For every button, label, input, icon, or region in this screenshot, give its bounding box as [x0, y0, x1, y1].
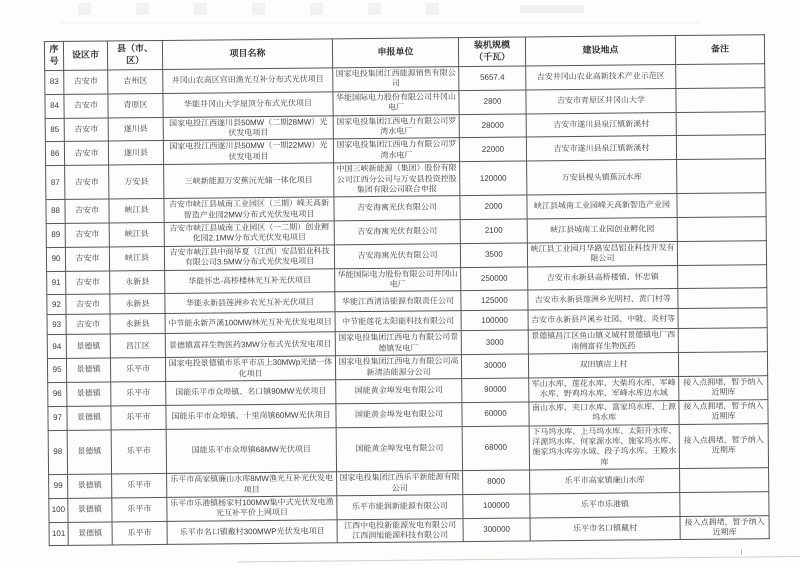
cell-applicant: 国家电投集团江西电力有限公司景德镇发电厂 [335, 331, 461, 356]
cell-remark [678, 308, 767, 329]
cell-applicant: 国家电投集团江西电力有限公司罗湾水电厂 [333, 114, 459, 139]
cell-county: 永新县 [110, 270, 165, 294]
cell-project: 华能怀忠-高桥楼林光互补光伏项目 [165, 268, 335, 293]
cell-county: 峡江县 [109, 246, 164, 270]
project-table [44, 34, 770, 546]
cell-capacity: 250000 [461, 267, 528, 291]
scan-edge-artifact [238, 556, 800, 562]
column-header-capacity: 装机规模 （千瓦） [458, 37, 525, 67]
cell-city: 吉安市 [66, 314, 110, 334]
cell-city: 吉安市 [65, 165, 109, 200]
cell-remark [677, 159, 766, 194]
cell-applicant: 华能国际电力股份有限公司井冈山电厂 [333, 90, 459, 115]
cell-capacity: 90000 [462, 378, 529, 402]
cell-remark [676, 64, 765, 89]
scan-artifact [741, 549, 742, 555]
cell-county: 乐平市 [112, 497, 167, 521]
cell-applicant: 国能黄金埠发电有限公司 [336, 379, 462, 404]
cell-project: 乐平市乐港镇杨家村100MW集中式光伏发电渔光互补平价上网项目 [167, 496, 337, 521]
table-body [45, 64, 770, 546]
cell-location: 吉安市永新县芦溪乡社园、中陂、炎村等 [528, 309, 678, 330]
bleed-through-artifact [520, 5, 584, 13]
cell-location: 吉安市遂川县泉江镇新溪村 [526, 112, 676, 137]
cell-city: 景德镇 [68, 522, 112, 546]
cell-project: 国家电投江西遂川县50MW（二期28MW）光伏发电项目 [163, 115, 333, 140]
cell-remark [677, 241, 766, 266]
cell-project: 三峡新能源万安蕉沅光储一体化项目 [164, 163, 334, 199]
cell-project: 乐平市名口镇戴村300MWP光伏发电项目 [167, 519, 337, 544]
column-header-project: 项目名称 [162, 39, 332, 70]
cell-capacity: 3000 [461, 330, 528, 354]
cell-applicant: 国能黄金埠发电有限公司 [336, 426, 462, 472]
cell-seq: 95 [47, 359, 66, 383]
cell-city: 景德镇 [67, 382, 111, 406]
cell-remark [677, 193, 766, 218]
cell-project: 华能井冈山大学屋顶分布式光伏项目 [163, 92, 333, 117]
column-header-city: 设区市 [63, 41, 107, 70]
cell-seq: 86 [45, 142, 64, 166]
cell-project: 吉安市峡江县城南工业园区（一二期）创业孵化园2.1MW分布式光伏发电项目 [164, 221, 334, 246]
cell-applicant: 华能江西清洁能源有限责任公司 [335, 291, 461, 312]
cell-capacity: 22000 [459, 137, 526, 161]
cell-location: 峡江县城南工业园创业孵化园 [527, 218, 677, 243]
cell-seq: 98 [48, 430, 67, 475]
cell-capacity: 2100 [460, 219, 527, 243]
cell-remark [676, 87, 765, 112]
cell-applicant: 江西中电投新能源发电有限公司 江西润旭能源科技有限公司 [337, 518, 463, 543]
cell-remark: 接入点拥堵，暂予纳入近期库 [679, 376, 768, 401]
cell-capacity: 125000 [461, 290, 528, 311]
cell-seq: 93 [47, 315, 66, 335]
cell-location: 乐平市高家镇廉山水库 [530, 469, 680, 494]
cell-seq: 91 [47, 271, 66, 295]
cell-location: 吉安市永新县莲洲乡光明村、黄门村等 [528, 289, 678, 310]
cell-county: 乐平市 [110, 358, 165, 382]
cell-applicant: 中节能莲花太阳能科技有限公司 [335, 311, 461, 332]
cell-county: 万安县 [109, 165, 164, 200]
cell-city: 吉安市 [64, 94, 108, 118]
cell-capacity: 30000 [461, 354, 528, 378]
cell-city: 吉安市 [64, 141, 108, 165]
cell-seq: 97 [48, 406, 67, 430]
cell-seq: 100 [49, 498, 68, 522]
cell-county: 乐平市 [111, 405, 166, 429]
cell-location: 南山水库、夹口水库、富家坞水库、上源坞水库 [529, 400, 679, 425]
cell-location: 吉安井冈山农业高新技术产业示范区 [526, 65, 676, 90]
cell-remark [676, 135, 765, 160]
cell-location: 景德镇昌江区鱼山镇义城村景德镇电厂西南侧富祥生物医药 [528, 329, 678, 354]
table-row [48, 423, 768, 474]
cell-city: 吉安市 [65, 247, 109, 271]
column-header-seq: 序 号 [44, 41, 63, 70]
cell-applicant: 国家电投集团江西电力有限公司罗湾水电厂 [333, 138, 459, 163]
cell-location: 峡江县城南工业园嵘天高新智造产业园 [527, 194, 677, 219]
cell-county: 乐平市 [112, 474, 167, 498]
cell-county: 峡江县 [109, 223, 164, 247]
cell-city: 吉安市 [66, 271, 110, 295]
cell-remark [678, 328, 767, 353]
cell-capacity: 100000 [461, 310, 528, 331]
cell-city: 吉安市 [64, 70, 108, 94]
cell-project: 国能乐平市众埠镇68MW光伏项目 [166, 427, 336, 473]
cell-remark [676, 111, 765, 136]
cell-project: 吉安市峡江县城南工业园区（三期）嵘天高新智造产业园2MW分布式光伏发电项目 [164, 197, 334, 222]
cell-remark: 接入点拥堵，暂予纳入近期库 [679, 399, 768, 424]
cell-seq: 99 [49, 474, 68, 498]
cell-county: 遂川县 [108, 141, 163, 165]
cell-remark [680, 492, 769, 517]
cell-remark [677, 217, 766, 242]
cell-city: 景德镇 [67, 406, 111, 430]
cell-applicant: 国家电投集团江西能源销售有限公司 [333, 67, 459, 92]
cell-project: 乐平市高家镇廉山水库8MW渔光互补光伏发电项目 [167, 472, 337, 497]
cell-city: 吉安市 [65, 223, 109, 247]
cell-project: 华能永新县莲洲乡农光互补光伏项目 [165, 292, 335, 314]
cell-applicant: 吉安海寓光伏有限公司 [334, 196, 460, 221]
cell-seq: 88 [46, 200, 65, 224]
cell-seq: 85 [45, 118, 64, 142]
cell-location: 吉安市永新县高桥楼镇、怀忠镇 [528, 265, 678, 290]
cell-applicant: 吉安海寓光伏有限公司 [334, 243, 460, 268]
cell-applicant: 国家电投集团江西电力有限公司高新清洁能源分公司 [335, 355, 461, 380]
cell-county: 遂川县 [108, 117, 163, 141]
cell-remark [678, 352, 767, 377]
cell-applicant: 吉安海寓光伏有限公司 [334, 220, 460, 245]
cell-seq: 101 [49, 522, 68, 546]
cell-county: 乐平市 [111, 381, 166, 405]
cell-seq: 87 [46, 166, 65, 200]
cell-county: 吉州区 [108, 69, 163, 93]
cell-seq: 83 [45, 70, 64, 94]
column-header-remark: 备注 [675, 35, 764, 65]
cell-location: 军山水库、莲花水库、大柴坞水库、军峰水库、野鸡坞水库、军峰水库边水域 [529, 377, 679, 402]
cell-city: 景德镇 [66, 358, 110, 382]
cell-project: 井冈山农高区官田渔光互补分布式光伏项目 [163, 68, 333, 93]
cell-county: 乐平市 [111, 429, 166, 474]
cell-capacity: 100000 [463, 494, 530, 518]
column-header-location: 建设地点 [525, 36, 675, 66]
cell-capacity: 60000 [462, 402, 529, 426]
cell-county: 昌江区 [110, 334, 165, 358]
cell-seq: 96 [48, 382, 67, 406]
cell-capacity: 68000 [462, 426, 529, 471]
column-header-county: 县（市、 区） [107, 40, 162, 70]
cell-seq: 84 [45, 94, 64, 118]
cell-seq: 90 [46, 247, 65, 271]
cell-county: 青原区 [108, 93, 163, 117]
cell-project: 景德镇富祥生物医药3MW分布式光伏发电项目 [165, 332, 335, 357]
cell-project: 国家电投江西遂川县50MW（一期22MW）光伏发电项目 [163, 139, 333, 164]
bleed-through-artifact [60, 22, 700, 24]
cell-remark [678, 264, 767, 289]
cell-city: 景德镇 [68, 498, 112, 522]
cell-capacity: 8000 [463, 470, 530, 494]
cell-project: 国家电投景德镇市乐平市店上30MWp光储一体化项目 [165, 356, 335, 381]
cell-capacity: 120000 [460, 161, 527, 196]
cell-city: 吉安市 [66, 294, 110, 314]
project-table-wrapper [44, 34, 769, 546]
cell-capacity: 300000 [463, 518, 530, 542]
cell-city: 景德镇 [67, 430, 111, 475]
cell-capacity: 28000 [459, 114, 526, 138]
cell-remark [680, 468, 769, 493]
cell-location: 双田镇店上村 [528, 353, 678, 378]
cell-seq: 89 [46, 223, 65, 247]
cell-seq: 94 [47, 335, 66, 359]
cell-capacity: 5657.4 [459, 66, 526, 90]
cell-applicant: 乐平市能润新能源有限公司 [337, 494, 463, 519]
cell-capacity: 3500 [460, 243, 527, 267]
cell-location: 下马坞水库、上马坞水库、太阳升水库、洋源坞水库、何家源水库、施家坞水库、施家坞水库旁水域、段子坞水库、王殿水库 [529, 424, 679, 470]
column-header-applicant: 申报单位 [332, 38, 458, 68]
cell-seq: 92 [47, 295, 66, 315]
cell-location: 乐平市乐港镇 [530, 492, 680, 517]
cell-county: 永新县 [110, 294, 165, 315]
cell-location: 吉安市遂川县泉江镇新溪村 [526, 136, 676, 161]
cell-project: 国能乐平市众埠镇、十里岗镇60MW光伏项目 [166, 404, 336, 429]
cell-applicant: 华能国际电力股份有限公司井冈山电厂 [335, 267, 461, 292]
cell-county: 永新县 [110, 314, 165, 335]
cell-applicant: 中国三峡新能源（集团）股份有限公司江西分公司与万安县投资控股集团有限公司联合申报 [334, 162, 460, 197]
cell-city: 吉安市 [64, 118, 108, 142]
cell-location: 吉安市青原区井冈山大学 [526, 88, 676, 113]
cell-location: 乐平市名口镇戴村 [530, 516, 680, 541]
cell-city: 景德镇 [66, 334, 110, 358]
cell-city: 吉安市 [65, 199, 109, 223]
cell-capacity: 2800 [459, 90, 526, 114]
cell-remark [678, 288, 767, 309]
cell-city: 景德镇 [68, 474, 112, 498]
cell-capacity: 2000 [460, 195, 527, 219]
cell-remark: 接入点拥堵，暂予纳入近期库 [680, 515, 769, 540]
cell-remark: 接入点拥堵，暂予纳入近期库 [679, 423, 768, 468]
cell-location: 峡江县工业园月华路安昌铝业科技开发有限公司 [527, 241, 677, 266]
cell-project: 中节能永新芦溪100MW林光互补光伏发电项目 [165, 312, 335, 334]
cell-location: 万安县枧头镇蕉沅水库 [527, 160, 677, 196]
cell-county: 峡江县 [109, 199, 164, 223]
cell-project: 吉安市峡江县中商华夏（江西）安昌铝业科技有限公司3.5MW分布式光伏发电项目 [164, 245, 334, 270]
cell-project: 国能乐平市众埠镇、名口镇90MW光伏项目 [166, 380, 336, 405]
bleed-through-artifact [78, 3, 439, 15]
cell-applicant: 国家电投集团江西乐平新能源有限公司 [337, 471, 463, 496]
cell-county: 乐平市 [112, 521, 167, 545]
cell-applicant: 国能黄金埠发电有限公司 [336, 402, 462, 427]
